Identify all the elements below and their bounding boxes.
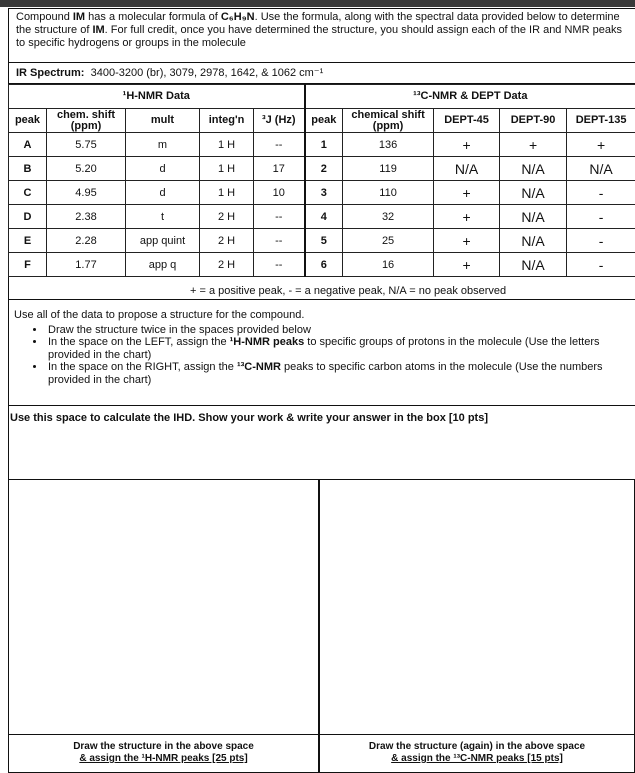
- c-nmr-cell: N/A: [434, 157, 500, 181]
- instruction-item: • In the space on the RIGHT, assign the ¹³C-NMR peaks to specific carbon atoms in the molecule (Use the numbers provided in the chart): [46, 361, 635, 386]
- h-nmr-cell: B: [9, 157, 47, 181]
- c-nmr-cell: N/A: [567, 157, 635, 181]
- c-nmr-cell: -: [567, 229, 635, 253]
- c-nmr-cell: +: [434, 133, 500, 157]
- h-nmr-caption: Draw the structure in the above space & assign the ¹H-NMR peaks [25 pts]: [9, 734, 318, 772]
- c-nmr-title: ¹³C-NMR & DEPT Data: [305, 85, 635, 109]
- h-nmr-cell: A: [9, 133, 47, 157]
- c-nmr-cell: N/A: [500, 157, 567, 181]
- h-nmr-cell: F: [9, 253, 47, 277]
- h-nmr-cell: t: [126, 205, 200, 229]
- h-nmr-cell: --: [254, 133, 305, 157]
- c-nmr-cell: 136: [343, 133, 434, 157]
- ir-values: 3400-3200 (br), 3079, 2978, 1642, & 1062 cm⁻¹: [90, 67, 324, 79]
- column-header: peak: [305, 109, 343, 133]
- c-nmr-cell: 110: [343, 181, 434, 205]
- c-nmr-cell: N/A: [500, 229, 567, 253]
- h-nmr-cell: C: [9, 181, 47, 205]
- top-bar: [0, 0, 635, 7]
- h-nmr-cell: d: [126, 181, 200, 205]
- instruction-item: • Draw the structure twice in the spaces provided below: [46, 324, 635, 337]
- table-row: [9, 181, 635, 205]
- instructions: [8, 299, 635, 407]
- c-nmr-caption: Draw the structure (again) in the above space & assign the ¹³C-NMR peaks [15 pts]: [320, 734, 634, 772]
- intro-paragraph: Compound IM has a molecular formula of C₆H₉N. Use the formula, along with the spectral data provided below to determine the structure of IM. For full credit, once you have determined the structure, you should assign each of the IR and NMR peaks to specific hydrogens or groups in the molecule: [16, 11, 622, 49]
- table-row: [9, 157, 635, 181]
- c-nmr-cell: 2: [305, 157, 343, 181]
- table-row: [9, 205, 635, 229]
- table-row: [9, 133, 635, 157]
- column-header: integ'n: [200, 109, 254, 133]
- c-nmr-cell: +: [434, 205, 500, 229]
- h-nmr-cell: 1 H: [200, 181, 254, 205]
- column-header: chemical shift (ppm): [343, 109, 434, 133]
- ir-label: IR Spectrum:: [16, 67, 85, 79]
- h-nmr-cell: --: [254, 253, 305, 277]
- molecular-formula: C₆H₉N: [220, 11, 255, 23]
- c-nmr-cell: 25: [343, 229, 434, 253]
- h-nmr-structure-area[interactable]: [8, 479, 319, 773]
- column-header: ³J (Hz): [254, 109, 305, 133]
- c-nmr-cell: -: [567, 181, 635, 205]
- ihd-prompt: Use this space to calculate the IHD. Show your work & write your answer in the box [10 pts]: [10, 412, 489, 424]
- ihd-work-area[interactable]: [8, 405, 635, 480]
- column-header: mult: [126, 109, 200, 133]
- dept-legend: + = a positive peak, - = a negative peak, N/A = no peak observed: [190, 285, 507, 297]
- table-header-row: [9, 109, 635, 133]
- c-nmr-cell: +: [434, 229, 500, 253]
- c-nmr-cell: +: [434, 253, 500, 277]
- c-nmr-structure-area[interactable]: [319, 479, 635, 773]
- c-nmr-cell: 6: [305, 253, 343, 277]
- c-nmr-cell: 3: [305, 181, 343, 205]
- h-nmr-title: ¹H-NMR Data: [9, 85, 305, 109]
- h-nmr-cell: E: [9, 229, 47, 253]
- c-nmr-cell: +: [500, 133, 567, 157]
- h-nmr-cell: --: [254, 229, 305, 253]
- column-header: DEPT-45: [434, 109, 500, 133]
- c-nmr-cell: 32: [343, 205, 434, 229]
- column-header: chem. shift (ppm): [47, 109, 126, 133]
- h-nmr-cell: 2 H: [200, 253, 254, 277]
- h-nmr-cell: 2.28: [47, 229, 126, 253]
- h-nmr-cell: 2 H: [200, 229, 254, 253]
- h-nmr-cell: app q: [126, 253, 200, 277]
- h-nmr-cell: D: [9, 205, 47, 229]
- c-nmr-cell: 1: [305, 133, 343, 157]
- c-nmr-cell: N/A: [500, 205, 567, 229]
- h-nmr-cell: 4.95: [47, 181, 126, 205]
- h-nmr-cell: m: [126, 133, 200, 157]
- table-row: [9, 253, 635, 277]
- c-nmr-cell: 4: [305, 205, 343, 229]
- h-nmr-cell: d: [126, 157, 200, 181]
- instructions-lead: Use all of the data to propose a structure for the compound.: [14, 309, 305, 321]
- h-nmr-cell: --: [254, 205, 305, 229]
- column-header: DEPT-135: [567, 109, 635, 133]
- column-header: DEPT-90: [500, 109, 567, 133]
- h-nmr-cell: app quint: [126, 229, 200, 253]
- h-nmr-cell: 1 H: [200, 133, 254, 157]
- h-nmr-cell: 5.20: [47, 157, 126, 181]
- column-header: peak: [9, 109, 47, 133]
- instruction-item: • In the space on the LEFT, assign the ¹H-NMR peaks to specific groups of protons in the molecule (Use the letters provided in the chart): [46, 336, 635, 361]
- c-nmr-cell: N/A: [500, 181, 567, 205]
- c-nmr-cell: 119: [343, 157, 434, 181]
- c-nmr-cell: +: [434, 181, 500, 205]
- h-nmr-cell: 1.77: [47, 253, 126, 277]
- c-nmr-cell: 16: [343, 253, 434, 277]
- h-nmr-cell: 5.75: [47, 133, 126, 157]
- h-nmr-cell: 2 H: [200, 205, 254, 229]
- c-nmr-cell: -: [567, 253, 635, 277]
- c-nmr-cell: -: [567, 205, 635, 229]
- h-nmr-cell: 1 H: [200, 157, 254, 181]
- c-nmr-cell: N/A: [500, 253, 567, 277]
- c-nmr-cell: +: [567, 133, 635, 157]
- nmr-data-table: [8, 84, 635, 277]
- h-nmr-cell: 17: [254, 157, 305, 181]
- h-nmr-cell: 10: [254, 181, 305, 205]
- h-nmr-cell: 2.38: [47, 205, 126, 229]
- c-nmr-cell: 5: [305, 229, 343, 253]
- table-row: [9, 229, 635, 253]
- ir-spectrum-line: [8, 62, 635, 84]
